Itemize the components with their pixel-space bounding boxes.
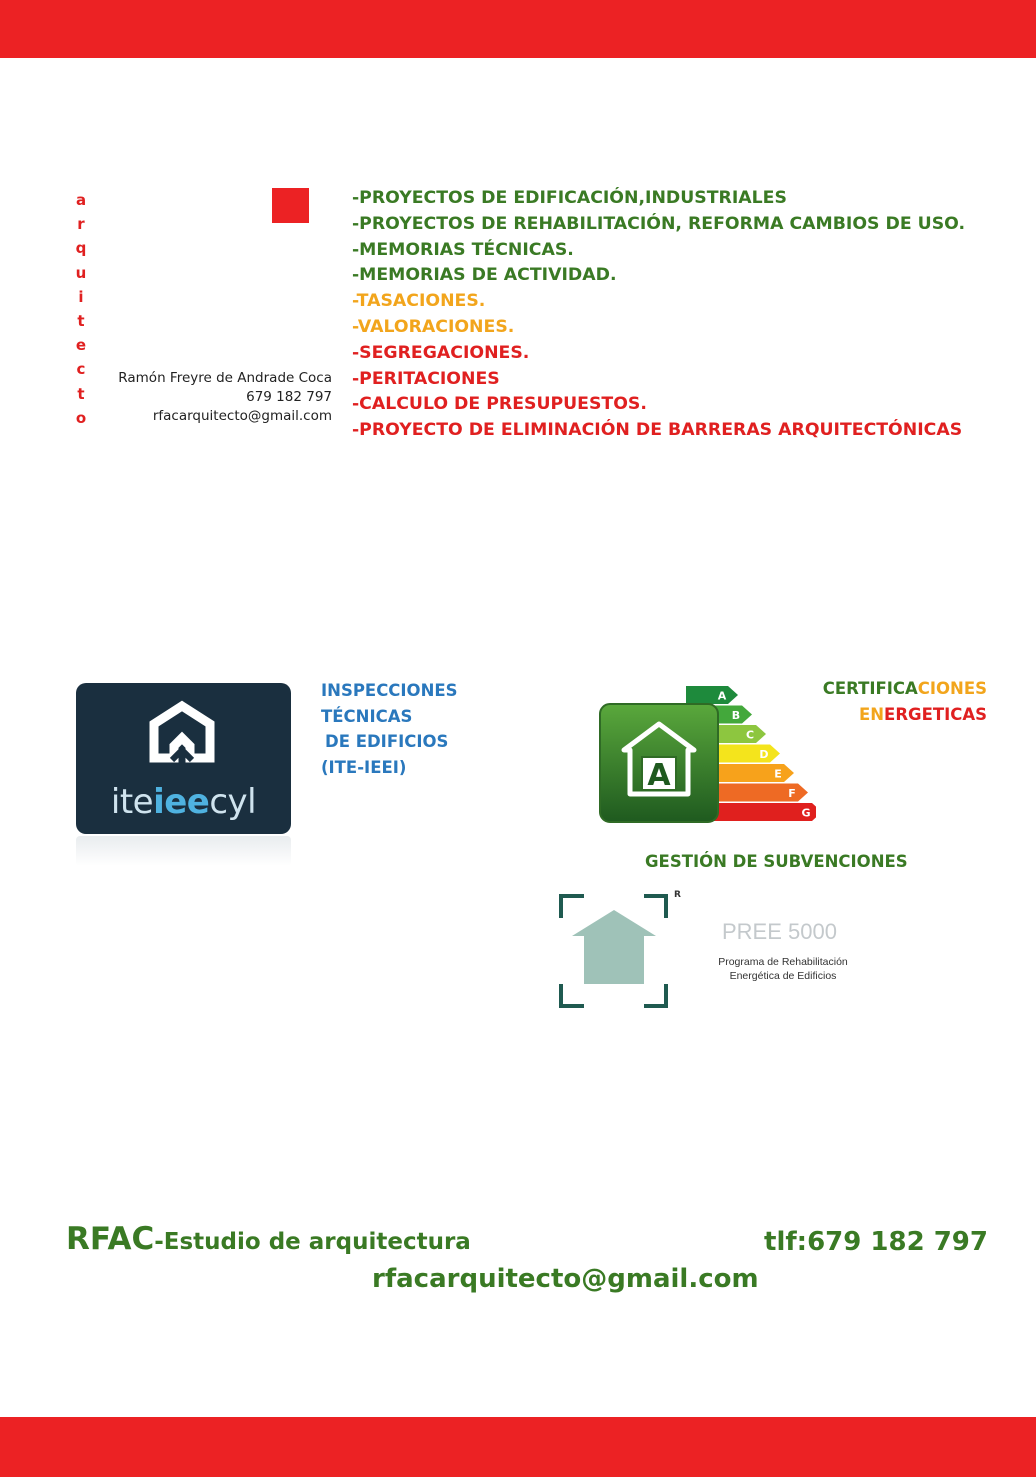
logo-part-iee: iee bbox=[153, 782, 210, 822]
service-item: -PROYECTOS DE EDIFICACIÓN,INDUSTRIALES bbox=[352, 188, 787, 208]
pree-subtitle-line: Energética de Edificios bbox=[729, 970, 837, 982]
service-item: -PERITACIONES bbox=[352, 368, 500, 389]
energy-bar-label: D bbox=[759, 748, 769, 761]
energy-bar-label: C bbox=[745, 728, 755, 742]
logo-reflection bbox=[76, 836, 291, 866]
cert-part: EN bbox=[858, 705, 885, 724]
service-item: -SEGREGACIONES. bbox=[352, 342, 530, 363]
vertical-letter: o bbox=[75, 408, 87, 427]
vertical-letter: q bbox=[75, 239, 87, 258]
ite-caption-line: DE EDIFICIOS bbox=[325, 732, 449, 751]
logo-part-cyl: cyl bbox=[209, 782, 257, 822]
brand-tagline: -Estudio de arquitectura bbox=[154, 1229, 471, 1255]
cert-part: CIONES bbox=[917, 679, 987, 698]
energy-label-graphic bbox=[596, 684, 816, 836]
contact-block bbox=[118, 369, 332, 426]
contact-email[interactable]: rfacarquitecto@gmail.com bbox=[152, 408, 332, 424]
pree-subtitle bbox=[694, 955, 872, 983]
red-square-logo bbox=[272, 188, 309, 223]
service-item: -MEMORIAS DE ACTIVIDAD. bbox=[352, 265, 617, 286]
house-outline-icon bbox=[142, 700, 222, 770]
energy-bar-a bbox=[686, 686, 738, 704]
vertical-letter: e bbox=[75, 336, 87, 355]
vertical-letter: t bbox=[77, 384, 85, 403]
service-item: -PROYECTOS DE REHABILITACIÓN, REFORMA CAMBIOS DE USO. bbox=[352, 213, 966, 234]
ite-caption-line: (ITE-IEEI) bbox=[321, 757, 407, 777]
iteieecyl-wordmark bbox=[76, 782, 291, 822]
top-red-bar bbox=[0, 0, 1036, 58]
pree-title: PREE 5000 bbox=[722, 919, 837, 944]
energy-center-letter: A bbox=[647, 758, 671, 793]
service-item: -TASACIONES. bbox=[352, 291, 486, 312]
cert-part: CERTIFICA bbox=[822, 679, 918, 698]
energy-bar-label: G bbox=[801, 806, 811, 820]
ite-caption bbox=[321, 678, 458, 780]
service-item: -CALCULO DE PRESUPUESTOS. bbox=[352, 394, 647, 415]
ite-caption-line: TÉCNICAS bbox=[321, 706, 413, 726]
energy-bar-label: E bbox=[774, 767, 782, 781]
subvenciones-title: GESTIÓN DE SUBVENCIONES bbox=[645, 852, 908, 871]
contact-phone: 679 182 797 bbox=[246, 389, 332, 405]
brand-name: RFAC bbox=[66, 1221, 155, 1257]
bottom-red-bar bbox=[0, 1417, 1036, 1477]
energy-bar-label: B bbox=[731, 709, 741, 722]
footer-phone[interactable]: tlf:679 182 797 bbox=[764, 1227, 988, 1257]
footer-brand bbox=[66, 1221, 471, 1257]
energy-bar-label: F bbox=[788, 787, 796, 800]
footer-email[interactable]: rfacarquitecto@gmail.com bbox=[372, 1264, 759, 1294]
contact-name: Ramón Freyre de Andrade Coca bbox=[118, 370, 332, 386]
certificaciones-title bbox=[823, 676, 987, 728]
registered-mark: R bbox=[674, 890, 681, 900]
logo-part-ite: ite bbox=[110, 782, 154, 822]
vertical-letter: a bbox=[75, 191, 87, 209]
pree-house-logo bbox=[556, 888, 676, 1012]
vertical-letter: i bbox=[78, 287, 84, 306]
service-item: -MEMORIAS TÉCNICAS. bbox=[352, 239, 574, 260]
vertical-word-arquitecto bbox=[69, 188, 93, 430]
service-item: -VALORACIONES. bbox=[352, 316, 515, 337]
cert-part: ERGETICAS bbox=[884, 705, 987, 724]
pree-subtitle-line: Programa de Rehabilitación bbox=[718, 956, 848, 968]
energy-bar-label: A bbox=[717, 689, 727, 703]
vertical-letter: t bbox=[77, 312, 85, 331]
ite-caption-line: INSPECCIONES bbox=[321, 681, 458, 700]
vertical-letter: u bbox=[75, 263, 87, 282]
vertical-letter: c bbox=[76, 360, 86, 379]
services-list bbox=[352, 186, 965, 444]
vertical-letter: r bbox=[77, 215, 85, 234]
service-item: -PROYECTO DE ELIMINACIÓN DE BARRERAS ARQUITECTÓNICAS bbox=[352, 420, 963, 441]
